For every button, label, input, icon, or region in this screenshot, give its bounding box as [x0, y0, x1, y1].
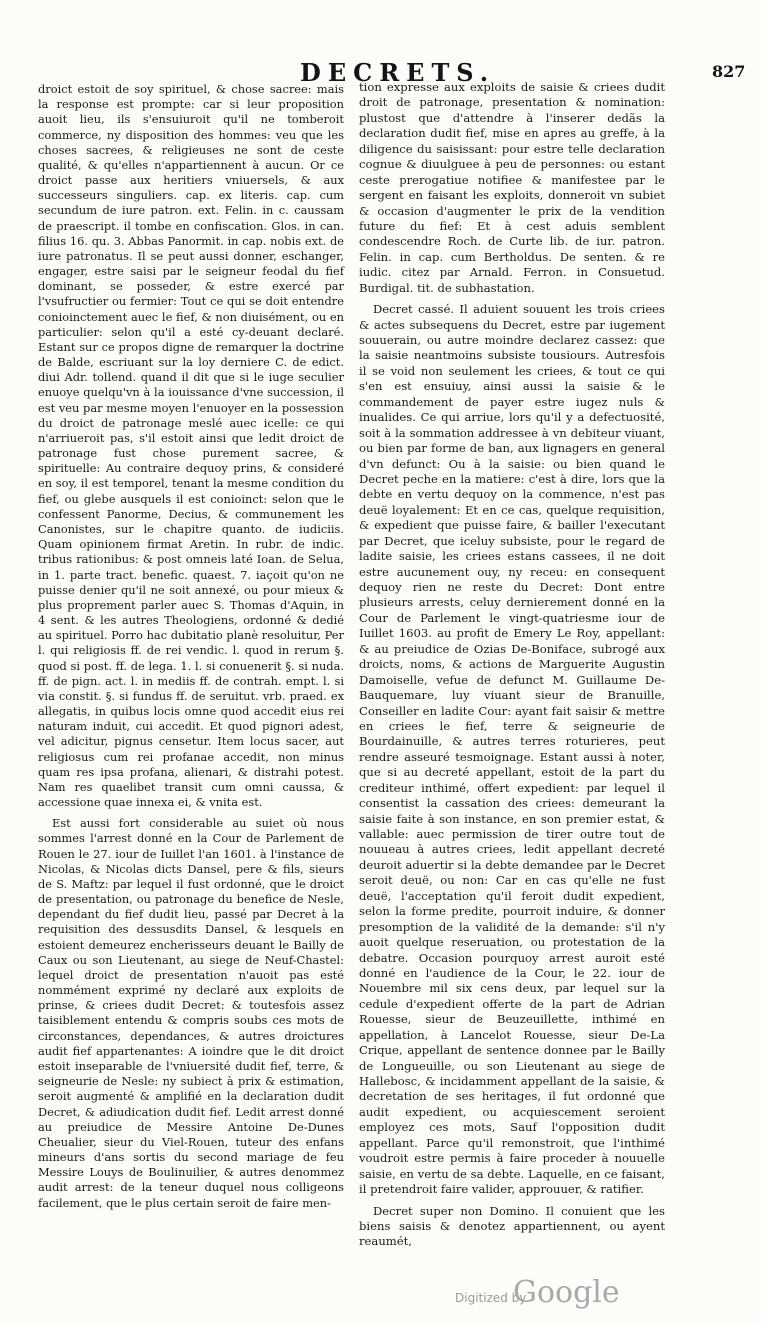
watermark-label: Digitized by [455, 1291, 527, 1305]
digitized-watermark [455, 1275, 675, 1315]
google-logo: Google [513, 1275, 620, 1310]
left-paragraph-2: Est aussi fort considerable au suiet où nous sommes l'arrest donné en la Cour de Parlement de Rouen le 27. iour de Iuillet l'an 1601. à l'instance de Nicolas, & Nicolas dicts Dansel, pere & fils, sieurs de S. Maftz: par lequel il fust ordonné, que le droict de presentation, ou patronage du benefice de Nesle, dependant du fief dudit lieu, passé par Decret à la requisition des dessusdits Dansel, & lesquels en estoient demeurez encherisseurs deuant le Bailly de Caux ou son Lieutenant, au siege de Neuf-Chastel: lequel droict de presentation n'auoit pas esté nommément exprimé ny declaré aux exploits de prinse, & criees dudit Decret: & toutesfois assez taisiblement entendu & compris soubs ces mots de circonstances, dependances, & autres droictures audit fief appartenantes: A ioindre que le dit droict estoit inseparable de l'vniuersité dudit fief, terre, & seigneurie de Nesle: ny subiect à prix & estimation, seroit augmenté & amplifié en la declaration dudit Decret, & adiudication dudit fief. Ledit arrest donné au preiudice de Messire Antoine De-Dunes Cheualier, sieur du Viel-Rouen, tuteur des enfans mineurs d'ans sortis du second mariage de feu Messire Louys de Boulinuilier, & autres denommez audit arrest: de la teneur duquel nous colligeons facilement, que le plus certain seroit de faire men- [38, 816, 344, 1210]
left-column [38, 82, 344, 1211]
running-title: DECRETS. [300, 58, 496, 87]
page-number: 827 [712, 62, 746, 81]
right-column [359, 80, 665, 1250]
right-paragraph-2: Decret cassé. Il aduient souuent les trois criees & actes subsequens du Decret, estre par iugement souuerain, ou autre moindre declarez cassez: que la saisie neantmoins subsiste tousiours. Autresfois il se void non seulement les criees, & tout ce qui s'en est ensuiuy, ainsi aussi la saisie & le commandement de payer estre iugez nuls & inualides. Ce qui arriue, lors qu'il y a defectuosité, soit à la sommation addressee à vn debiteur viuant, ou bien par forme de ban, aux lignagers en general d'vn defunct: Ou à la saisie: ou bien quand le Decret peche en la matiere: c'est à dire, lors que la debte en vertu dequoy on la commence, n'est pas deuë loyalement: Et en ce cas, quelque requisition, & expedient que puisse faire, & bailler l'executant par Decret, que iceluy subsiste, pour le regard de ladite saisie, les criees estans cassees, il ne doit estre aucunement ouy, ny receu: en consequent dequoy rien ne reste du Decret: Dont entre plusieurs arrests, celuy dernierement donné en la Cour de Parlement le vingt-quatriesme iour de Iuillet 1603. au profit de Emery Le Roy, appellant: & au preiudice de Ozias De-Boniface, subrogé aux droicts, noms, & actions de Marguerite Augustin Damoiselle, vefue de defunct M. Guillaume De-Bauquemare, luy viuant sieur de Branuille, Conseiller en ladite Cour: ayant fait saisir & mettre en criees le fief, terre & seigneurie de Bourdainuille, & autres terres roturieres, peut rendre asseuré tesmoignage. Estant aussi à noter, que si au decreté appellant, estoit de la part du crediteur inthimé, offert expedient: par lequel il consentist la cassation des criees: demeurant la saisie faite à son instance, en son premier estat, & vallable: auec permission de tirer outre tout de nouueau à autres criees, ledit appellant decreté deuroit aduertir si la debte demandee par le Decret seroit deuë, ou non: Car en cas qu'elle ne fust deuë, l'acceptation qu'il feroit dudit expedient, selon la forme predite, pourroit induire, & donner presomption de la validité de la demande: s'il n'y auoit quelque reseruation, ou protestation de la debatre. Occasion pourquoy arrest auroit esté donné en l'audience de la Cour, le 22. iour de Nouembre mil six cens deux, par lequel sur la cedule d'expedient offerte de la part de Adrian Rouesse, sieur de Beuzeuillette, inthimé en appellation, à Lancelot Rouesse, sieur De-La Crique, appellant de sentence donnee par le Bailly de Longueuille, ou son Lieutenant au siege de Hallebosc, & incidamment appellant de la saisie, & decretation de ses heritages, il fut ordonné que audit expedient, ou acquiescement seroient employez ces mots, Sauf l'opposition dudit appellant. Parce qu'il remonstroit, que l'inthimé voudroit estre permis à faire proceder à nouuelle saisie, en vertu de sa debte. Laquelle, en ce faisant, il pretendroit faire valider, approuuer, & ratifier. [359, 302, 665, 1197]
left-paragraph-1: droict estoit de soy spirituel, & chose sacree: mais la response est prompte: car si leur proposition auoit lieu, ils s'ensuiuroit qu'il ne tomberoit commerce, ny disposition des hommes: veu que les choses sacrees, & religieuses ne sont de ceste qualité, & qu'elles n'appartiennent à aucun. Or ce droict passe aux heritiers vniuersels, & aux successeurs singuliers. cap. ex literis. cap. cum secundum de iure patron. ext. Felin. in c. caussam de praescript. il tombe en confiscation. Glos. in can. filius 16. qu. 3. Abbas Panormit. in cap. nobis ext. de iure patronatus. Il se peut aussi donner, eschanger, engager, estre saisi par le seigneur feodal du fief dominant, se posseder, & estre exercé par l'vsufructier ou fermier: Tout ce qui se doit entendre conioinctement auec le fief, & non diuisément, ou en particulier: selon qu'il a esté cy-deuant declaré. Estant sur ce propos digne de remarquer la doctrine de Balde, escriuant sur la loy derniere C. de edict. diui Adr. tollend. quand il dit que si le iuge seculier enuoye quelqu'vn à la iouissance d'vne succession, il est veu par mesme moyen l'enuoyer en la possession du droict de patronage meslé auec icelle: ce qui n'arriueroit pas, s'il estoit ainsi que ledit droict de patronage fust chose purement sacree, & spirituelle: Au contraire dequoy prins, & consideré en soy, il est temporel, tenant la mesme condition du fief, ou glebe ausquels il est conioinct: selon que le confessent Panorme, Decius, & communement les Canonistes, sur le chapitre quanto. de iudiciis. Quam opinionem firmat Aretin. In rubr. de indic. tribus rationibus: & post omneis laté Ioan. de Selua, in 1. parte tract. benefic. quaest. 7. iaçoit qu'on ne puisse denier qu'il ne soit annexé, ou pour mieux & plus proprement parler auec S. Thomas d'Aquin, in 4 sent. & les autres Theologiens, ordonné & dedié au spirituel. Porro hac dubitatio planè resoluitur, Per l. qui religiosis ff. de rei vendic. l. quod in rerum §. quod si post. ff. de lega. 1. l. si conuenerit §. si nuda. ff. de pign. act. l. in mediis ff. de contrah. empt. l. si via constit. §. si fundus ff. de seruitut. vrb. praed. ex allegatis, in quibus locis omne quod accedit eius rei naturam induit, cui accedit. Et quod pignori adest, vel adicitur, pignus censetur. Item locus sacer, aut religiosus cum rei profanae accedit, non minus quam res ipsa profana, alienari, & distrahi potest. Nam res quaelibet transit cum omni caussa, & accessione quae innexa ei, & vnita est. [38, 82, 344, 810]
right-paragraph-1: tion expresse aux exploits de saisie & criees dudit droit de patronage, presentation & nomination: plustost que d'attendre à l'inserer dedãs la declaration dudit fief, mise en apres au greffe, à la diligence du saisissant: pour estre telle declaration cognue & diuulguee à peu de personnes: ou estant ceste prerogatiue notifiee & manifestee par le sergent en faisant les exploits, donneroit vn subiet & occasion d'augmenter le prix de la vendition future du fief: Et à cest aduis semblent condescendre Roch. de Curte lib. de iur. patron. Felin. in cap. cum Bertholdus. De senten. & re iudic. citez par Arnald. Ferron. in Consuetud. Burdigal. tit. de subhastation. [359, 80, 665, 295]
right-paragraph-3: Decret super non Domino. Il conuient que les biens saisis & denotez appartiennent, ou ayent reaumét, [359, 1203, 665, 1249]
